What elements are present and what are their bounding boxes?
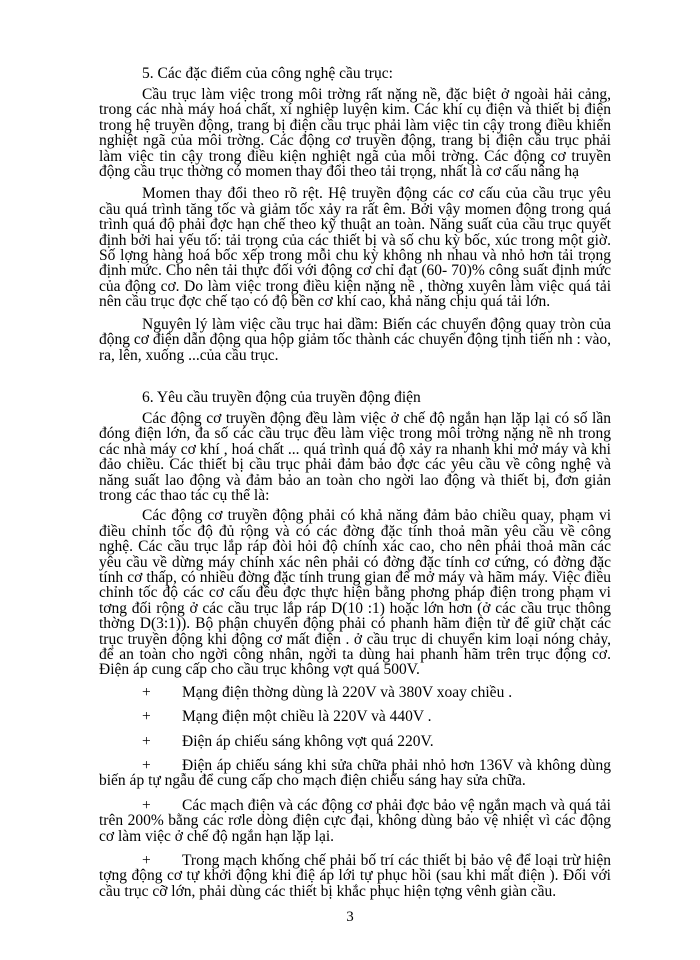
section6-paragraph: Các động cơ truyền động đều làm việc ở chế độ ngắn hạn lặp lại có số lần đóng điện lớn, đa số các cầu trục đều làm việc trong môi trờng nặng nề nh trong các nhà máy cơ khí , hoá chất ... quá trình quá độ xảy ra nhanh khi mở máy và khi đảo chiều. Các thiết bị cầu trục phải đảm bảo đợc các yêu cầu về công nghệ và năng suất lao động và đảm bảo an toàn cho ngời lao động và thiết bị, đơn giản trong các thao tác cụ thể là: <box>99 409 611 504</box>
bullet-item <box>99 758 611 789</box>
section5-paragraph: Momen thay đổi theo rõ rệt. Hệ truyền động các cơ cấu của cầu trục yêu cầu quá trình tăng tốc và giảm tốc xảy ra rất êm. Bởi vậy momen động trong quá trình quá độ phải đợc hạn chế theo kỹ thuật an toàn. Năng suất của cầu trục quyết định bởi hai yếu tố: tải trọng của các thiết bị và số chu kỳ bốc, xúc trong một giờ. Số lợng hàng hoá bốc xếp trong mỗi chu kỳ không nh nhau và nhỏ hơn tải trọng định mức. Cho nên tải thực đối với động cơ chỉ đạt (60- 70)% công suất định mức của động cơ. Do làm việc trong điều kiện nặng nề , thờng xuyên làm việc quá tải nên cầu trục đợc chế tạo có độ bền cơ khí cao, khả năng chịu quá tải lớn. <box>99 185 611 311</box>
page-number: 3 <box>346 909 354 925</box>
bullet-text: Trong mạch khống chế phải bố trí các thiết bị bảo vệ để loại trừ hiện tợng động cơ tự khởi động khi điệ áp lới tự phục hồi (sau khi mất điện ). Đối với cầu trục cỡ lớn, phải dùng các thiết bị khắc phục hiện tợng vênh giàn cầu. <box>99 852 611 900</box>
bullet-mark: + <box>142 852 151 870</box>
bullet-item <box>99 734 611 749</box>
section5-heading: 5. Các đặc điểm của công nghệ cầu trục: <box>142 65 393 82</box>
bullet-text: Mạng điện thờng dùng là 220V và 380V xoay chiều . <box>182 683 513 701</box>
bullet-mark: + <box>142 708 151 726</box>
bullet-mark: + <box>142 796 151 814</box>
bullet-item <box>99 685 611 700</box>
bullet-text: Điện áp chiếu sáng không vợt quá 220V. <box>182 732 434 750</box>
bullet-mark: + <box>142 683 151 701</box>
bullet-mark: + <box>142 732 151 750</box>
section5-paragraph: Nguyên lý làm việc cầu trục hai dầm: Biến các chuyển động quay tròn của động cơ điện dẫn động qua hộp giảm tốc thành các chuyển động tịnh tiến nh : vào, ra, lên, xuống ...của cầu trục. <box>99 315 611 364</box>
bullet-text: Các mạch điện và các động cơ phải đợc bảo vệ ngắn mạch và quá tải trên 200% bằng các rơle dòng điện cực đại, không dùng bảo vệ nhiệt vì các động cơ làm việc ở chế độ ngắn hạn lặp lại. <box>99 796 611 845</box>
bullet-item <box>99 798 611 844</box>
bullet-text: Điện áp chiếu sáng khi sửa chữa phải nhỏ hơn 136V và không dùng biến áp tự ngẫu để cung cấp cho mạch điện chiếu sáng hay sửa chữa. <box>99 757 611 790</box>
bullet-item <box>99 709 611 724</box>
document-page <box>99 64 611 908</box>
bullet-text: Mạng điện một chiều là 220V và 440V . <box>182 708 432 726</box>
section6-heading: 6. Yêu cầu truyền động của truyền động điện <box>142 388 421 406</box>
bullet-mark: + <box>142 757 151 775</box>
section5-paragraph: Cầu trục làm việc trong môi trờng rất nặng nề, đặc biệt ở ngoài hải cảng, trong các nhà máy hoá chất, xí nghiệp luyện kim. Các khí cụ điện và thiết bị điện trong hệ truyền động, trang bị điện cầu trục phải làm việc tin cậy trong điều khiển nghiệt ngã của môi trờng. Các động cơ truyền động, trang bị điện cầu trục phải làm việc tin cậy trong điều kiện nghiệt ngã của môi trờng. Các động cơ truyền động cầu trục thờng có momen thay đổi theo tải trọng, nhất là cơ cấu nâng hạ <box>99 86 611 181</box>
bullet-item <box>99 853 611 899</box>
section6-paragraph: Các động cơ truyền động phải có khả năng đảm bảo chiều quay, phạm vi điều chỉnh tốc độ đủ rộng và có các đờng đặc tính thoả mãn yêu cầu về công nghệ. Các cầu trục lắp ráp đòi hỏi độ chính xác cao, cho nên phải thoả mãn các yêu cầu về dừng máy chính xác nên phải có đờng đặc tính cơ cứng, có đờng đặc tính cơ thấp, có nhiều đờng đặc tính trung gian để mở máy và hãm máy. Việc điều chỉnh tốc độ các cơ cấu đều đợc thực hiện bằng phơng pháp điện trong phạm vi tơng đối rộng ở các cầu trục lắp ráp D(10 :1) hoặc lớn hơn (ở các cầu trục thông thờng D(3:1)). Bộ phận chuyển động phải có phanh hãm điện từ để giữ chặt các trục truyền động khi động cơ mất điện . ở cầu trục di chuyển kim loại nóng chảy, để an toàn cho ngời công nhân, ngời ta dùng hai phanh hãm trên trục động cơ. Điện áp cung cấp cho cầu trục không vợt quá 500V. <box>99 507 611 679</box>
